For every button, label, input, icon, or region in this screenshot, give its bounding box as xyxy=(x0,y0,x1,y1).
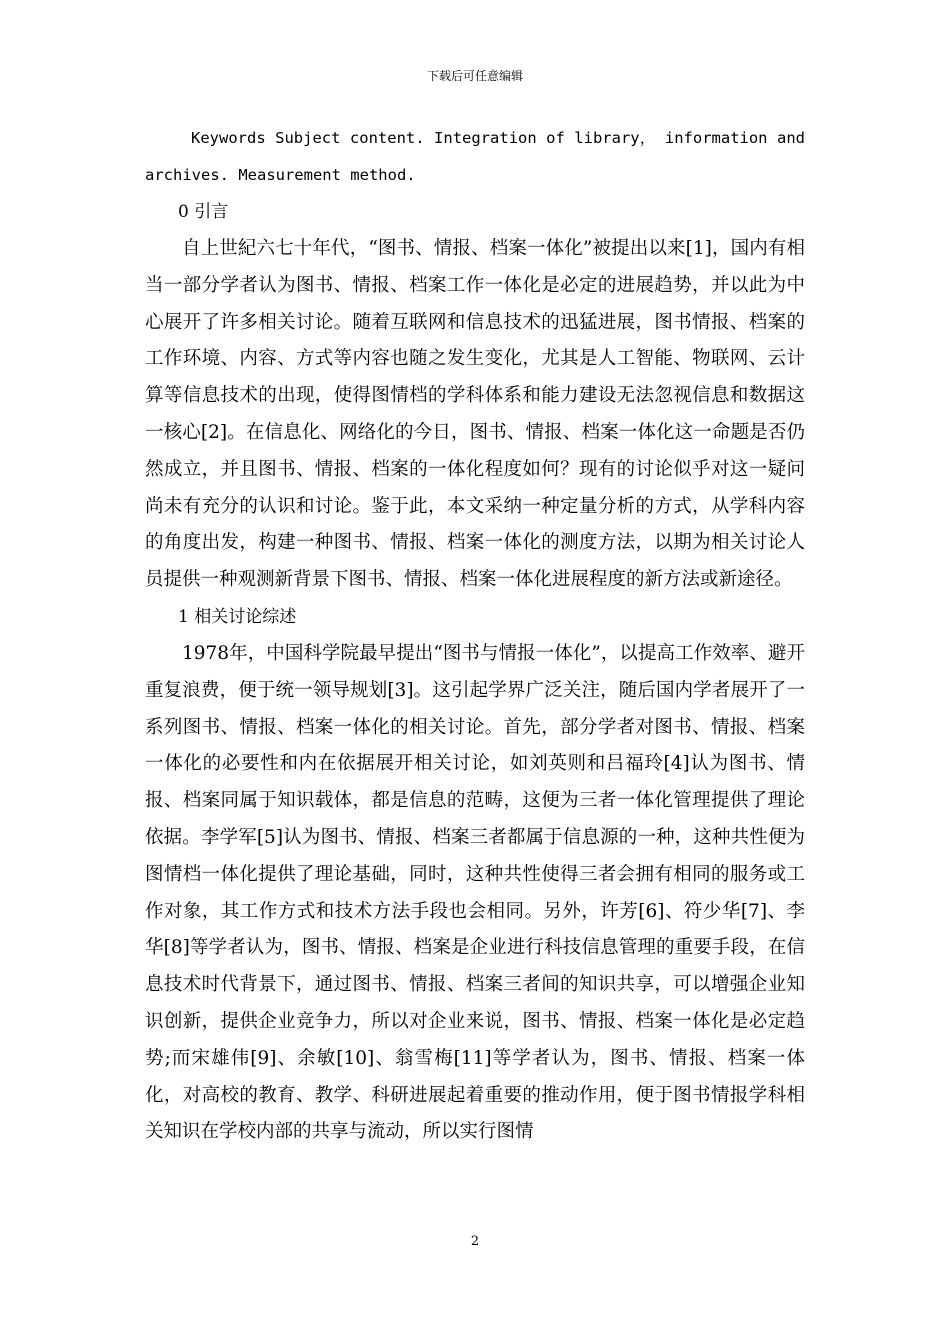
page-header: 下载后可任意编辑 xyxy=(426,69,523,83)
paragraph-introduction: 自上世紀六七十年代，“图书、情报、档案一体化”被提出以来[1]，国内有相当一部分学者认为图书、情报、档案工作一体化是必定的进展趋势，并以此为中心展开了许多相关讨论。随着互联网和信息技术的迅猛进展，图书情报、档案的工作环境、内容、方式等内容也随之发生变化，尤其是人工智能、物联网、云计算等信息技术的出现，使得图情档的学科体系和能力建设无法忽视信息和数据这一核心[2]。在信息化、网络化的今日，图书、情报、档案一体化这一命题是否仍然成立，并且图书、情报、档案的一体化程度如何？现有的讨论似乎对这一疑问尚未有充分的认识和讨论。鉴于此，本文采纳一种定量分析的方式，从学科内容的角度出发，构建一种图书、情报、档案一体化的测度方法，以期为相关讨论人员提供一种观测新背景下图书、情报、档案一体化进展程度的新方法或新途径。 xyxy=(145,238,805,591)
section-heading-related-work: 1 相关讨论综述 xyxy=(178,606,297,627)
section-heading-introduction: 0 引言 xyxy=(178,202,229,222)
document-body xyxy=(145,120,805,1151)
paragraph-related-work: 1978年，中国科学院最早提出“图书与情报一体化”，以提高工作效率、避开重复浪费，便于统一领导规划[3]。这引起学界广泛关注，随后国内学者展开了一系列图书、情报、档案一体化的相关讨论。首先，部分学者对图书、情报、档案一体化的必要性和内在依据展开相关讨论，如刘英则和吕福玲[4]认为图书、情报、档案同属于知识载体，都是信息的范畴，这便为三者一体化管理提供了理论依据。李学军[5]认为图书、情报、档案三者都属于信息源的一种，这种共性便为图情档一体化提供了理论基础，同时，这种共性使得三者会拥有相同的服务或工作对象，其工作方式和技术方法手段也会相同。另外，许芳[6]、符少华[7]、李华[8]等学者认为，图书、情报、档案是企业进行科技信息管理的重要手段，在信息技术时代背景下，通过图书、情报、档案三者间的知识共享，可以增强企业知识创新，提供企业竞争力，所以对企业来说，图书、情报、档案一体化是必定趋势;而宋雄伟[9]、余敏[10]、翁雪梅[11]等学者认为，图书、情报、档案一体化，对高校的教育、教学、科研进展起着重要的推动作用，便于图书情报学科相关知识在学校内部的共享与流动，所以实行图情 xyxy=(145,642,805,1143)
keywords-paragraph: Keywords Subject content. Integration of library， information and archives. Measurement method. xyxy=(145,129,805,184)
page-number: 2 xyxy=(470,1234,480,1249)
